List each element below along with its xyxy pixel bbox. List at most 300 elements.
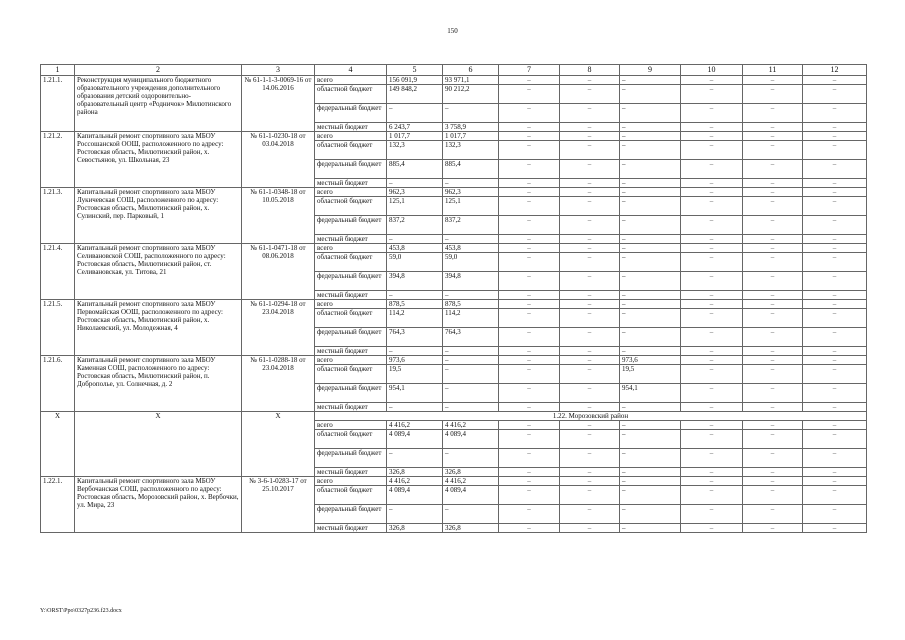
value-year-1: 125,1 [443, 197, 499, 216]
value-total: 394,8 [387, 272, 443, 291]
value-year-4: – [620, 235, 681, 244]
value-empty: – [803, 179, 867, 188]
value-year-4: – [620, 300, 681, 309]
value-total: 453,8 [387, 244, 443, 253]
item-document: № 61-1-0471-18 от 08.06.2018 [242, 244, 315, 300]
value-empty: – [499, 347, 560, 356]
funding-source: местный бюджет [315, 524, 387, 533]
value-year-1: 114,2 [443, 309, 499, 328]
value-empty: – [560, 347, 620, 356]
value-year-1: – [443, 384, 499, 403]
value-empty: – [803, 421, 867, 430]
value-empty: – [499, 384, 560, 403]
column-header: 2 [75, 65, 242, 76]
value-empty: – [681, 216, 743, 235]
value-empty: – [681, 477, 743, 486]
value-empty: – [499, 141, 560, 160]
value-year-4: – [620, 291, 681, 300]
item-name: Капитальный ремонт спортивного зала МБОУ Вербочанская СОШ, расположенного по адресу: Ростовская область, Морозовский район, х. Вербочки, ул. Мира, 23 [75, 477, 242, 533]
item-number: 1.21.6. [41, 356, 75, 412]
section-title: 1.22. Морозовский район [315, 412, 867, 421]
value-empty: – [743, 486, 803, 505]
value-year-4: 954,1 [620, 384, 681, 403]
value-empty: – [743, 197, 803, 216]
value-empty: – [743, 403, 803, 412]
column-header: 11 [743, 65, 803, 76]
value-year-1: 764,3 [443, 328, 499, 347]
value-total: 4 416,2 [387, 477, 443, 486]
value-empty: – [499, 524, 560, 533]
value-year-4: – [620, 430, 681, 449]
value-year-1: 453,8 [443, 244, 499, 253]
value-empty: – [560, 486, 620, 505]
value-year-1: – [443, 505, 499, 524]
value-empty: – [681, 291, 743, 300]
item-number: 1.22.1. [41, 477, 75, 533]
value-year-1: 93 971,1 [443, 76, 499, 85]
value-year-1: 962,3 [443, 188, 499, 197]
column-header: 10 [681, 65, 743, 76]
value-empty: – [499, 132, 560, 141]
value-empty: – [803, 365, 867, 384]
value-empty: – [499, 291, 560, 300]
funding-source: областной бюджет [315, 486, 387, 505]
item-name: Капитальный ремонт спортивного зала МБОУ Каменная СОШ, расположенного по адресу: Ростовская область, Милютинский район, п. Доброполье, ул. Солнечная, д. 2 [75, 356, 242, 412]
item-document: № 3-6-1-0283-17 от 25.10.2017 [242, 477, 315, 533]
value-empty: – [743, 309, 803, 328]
value-year-1: 837,2 [443, 216, 499, 235]
item-document: № 61-1-0348-18 от 10.05.2018 [242, 188, 315, 244]
value-empty: – [743, 449, 803, 468]
item-name: Капитальный ремонт спортивного зала МБОУ Лукичевская СОШ, расположенного по адресу: Ростовская область, Милютинский район, х. Сулинский, пер. Парковый, 1 [75, 188, 242, 244]
value-year-4: – [620, 347, 681, 356]
funding-source: всего [315, 132, 387, 141]
value-empty: – [743, 356, 803, 365]
value-empty: – [743, 272, 803, 291]
value-year-4: – [620, 468, 681, 477]
value-empty: – [743, 468, 803, 477]
table-row [41, 132, 867, 141]
value-year-1: – [443, 104, 499, 123]
item-number: 1.21.5. [41, 300, 75, 356]
funding-source: всего [315, 188, 387, 197]
value-empty: – [803, 235, 867, 244]
value-empty: – [743, 179, 803, 188]
value-empty: – [803, 524, 867, 533]
value-empty: – [681, 486, 743, 505]
value-year-1: 4 416,2 [443, 477, 499, 486]
value-empty: – [803, 253, 867, 272]
value-empty: – [681, 505, 743, 524]
funding-source: местный бюджет [315, 123, 387, 132]
value-empty: – [743, 505, 803, 524]
value-empty: – [681, 449, 743, 468]
funding-source: областной бюджет [315, 85, 387, 104]
funding-source: областной бюджет [315, 253, 387, 272]
funding-source: федеральный бюджет [315, 384, 387, 403]
value-empty: – [560, 291, 620, 300]
value-year-1: – [443, 403, 499, 412]
value-empty: – [681, 179, 743, 188]
value-total: – [387, 347, 443, 356]
value-empty: – [681, 300, 743, 309]
value-empty: – [743, 347, 803, 356]
item-name: Капитальный ремонт спортивного зала МБОУ Первомайская ООШ, расположенного по адресу: Ростовская область, Милютинский район, х. Николаевский, ул. Молодежная, 4 [75, 300, 242, 356]
value-empty: – [560, 197, 620, 216]
value-empty: – [743, 132, 803, 141]
value-empty: – [743, 365, 803, 384]
value-empty: – [560, 216, 620, 235]
value-empty: – [681, 244, 743, 253]
value-year-4: – [620, 486, 681, 505]
funding-source: федеральный бюджет [315, 216, 387, 235]
value-total: 973,6 [387, 356, 443, 365]
value-empty: – [499, 244, 560, 253]
value-empty: – [803, 309, 867, 328]
section-title-row [41, 412, 867, 421]
value-empty: – [560, 449, 620, 468]
value-total: 59,0 [387, 253, 443, 272]
value-empty: – [803, 85, 867, 104]
value-empty: – [499, 430, 560, 449]
funding-source: местный бюджет [315, 403, 387, 412]
value-empty: – [560, 76, 620, 85]
value-empty: – [499, 477, 560, 486]
value-empty: – [681, 468, 743, 477]
value-total: 125,1 [387, 197, 443, 216]
table-row [41, 300, 867, 309]
value-empty: – [743, 188, 803, 197]
value-year-1: 394,8 [443, 272, 499, 291]
value-empty: – [681, 253, 743, 272]
column-header: 1 [41, 65, 75, 76]
value-total: 132,3 [387, 141, 443, 160]
item-document: № 61-1-1-3-0069-16 от 14.06.2016 [242, 76, 315, 132]
value-total: – [387, 505, 443, 524]
value-total: 19,5 [387, 365, 443, 384]
value-year-4: – [620, 179, 681, 188]
funding-source: всего [315, 477, 387, 486]
value-total: 962,3 [387, 188, 443, 197]
value-year-4: – [620, 141, 681, 160]
value-year-4: – [620, 85, 681, 104]
header-row [41, 65, 867, 76]
value-year-1: – [443, 347, 499, 356]
column-header: 5 [387, 65, 443, 76]
value-year-4: – [620, 76, 681, 85]
item-number: 1.21.2. [41, 132, 75, 188]
value-empty: – [681, 272, 743, 291]
value-empty: – [803, 197, 867, 216]
funding-source: всего [315, 244, 387, 253]
funding-source: федеральный бюджет [315, 160, 387, 179]
value-empty: – [560, 365, 620, 384]
value-empty: – [560, 85, 620, 104]
value-year-1: 4 089,4 [443, 430, 499, 449]
value-empty: – [499, 160, 560, 179]
funding-source: областной бюджет [315, 309, 387, 328]
value-empty: – [681, 524, 743, 533]
value-empty: – [803, 272, 867, 291]
value-empty: – [803, 430, 867, 449]
value-empty: – [803, 468, 867, 477]
x-mark: Х [75, 412, 242, 477]
value-empty: – [743, 524, 803, 533]
value-empty: – [560, 430, 620, 449]
value-empty: – [560, 384, 620, 403]
value-total: 1 017,7 [387, 132, 443, 141]
column-header: 4 [315, 65, 387, 76]
value-empty: – [681, 365, 743, 384]
value-empty: – [681, 123, 743, 132]
value-total: – [387, 104, 443, 123]
value-year-4: – [620, 132, 681, 141]
value-empty: – [560, 123, 620, 132]
item-number: 1.21.1. [41, 76, 75, 132]
column-header: 12 [803, 65, 867, 76]
value-empty: – [803, 477, 867, 486]
funding-source: всего [315, 300, 387, 309]
value-empty: – [803, 132, 867, 141]
value-year-4: – [620, 216, 681, 235]
value-year-4: – [620, 505, 681, 524]
value-empty: – [803, 188, 867, 197]
item-name: Реконструкция муниципального бюджетного образовательного учреждения дополнительного образования детский оздоровительно-образовательный центр «Родничок» Милютинского района [75, 76, 242, 132]
value-year-4: – [620, 123, 681, 132]
value-empty: – [499, 309, 560, 328]
value-empty: – [743, 384, 803, 403]
value-total: 4 089,4 [387, 430, 443, 449]
value-year-1: 3 758,9 [443, 123, 499, 132]
value-year-1: 326,8 [443, 524, 499, 533]
funding-source: федеральный бюджет [315, 104, 387, 123]
item-document: № 61-1-0288-18 от 23.04.2018 [242, 356, 315, 412]
value-empty: – [743, 123, 803, 132]
funding-source: федеральный бюджет [315, 328, 387, 347]
value-empty: – [499, 76, 560, 85]
value-empty: – [743, 216, 803, 235]
value-empty: – [681, 421, 743, 430]
value-total: – [387, 449, 443, 468]
value-empty: – [560, 141, 620, 160]
item-name: Капитальный ремонт спортивного зала МБОУ Селивановской СОШ, расположенного по адресу: Ростовская область, Милютинский район, ст. Селивановская, ул. Титова, 21 [75, 244, 242, 300]
value-empty: – [560, 421, 620, 430]
value-year-4: – [620, 328, 681, 347]
value-year-1: – [443, 179, 499, 188]
value-empty: – [681, 197, 743, 216]
item-number: 1.21.3. [41, 188, 75, 244]
value-empty: – [803, 244, 867, 253]
funding-source: местный бюджет [315, 235, 387, 244]
value-empty: – [803, 505, 867, 524]
value-total: 326,8 [387, 468, 443, 477]
value-empty: – [499, 468, 560, 477]
value-year-4: – [620, 197, 681, 216]
value-year-1: – [443, 291, 499, 300]
value-empty: – [560, 188, 620, 197]
value-year-4: – [620, 244, 681, 253]
value-year-4: – [620, 188, 681, 197]
value-empty: – [743, 477, 803, 486]
value-empty: – [499, 188, 560, 197]
value-year-4: – [620, 160, 681, 179]
value-year-4: – [620, 421, 681, 430]
value-empty: – [499, 505, 560, 524]
value-empty: – [743, 244, 803, 253]
value-empty: – [681, 328, 743, 347]
value-empty: – [499, 421, 560, 430]
value-empty: – [499, 123, 560, 132]
value-empty: – [803, 486, 867, 505]
value-empty: – [499, 486, 560, 505]
value-empty: – [560, 505, 620, 524]
value-total: 885,4 [387, 160, 443, 179]
value-year-4: – [620, 477, 681, 486]
value-empty: – [681, 85, 743, 104]
value-total: 156 091,9 [387, 76, 443, 85]
value-year-1: 4 416,2 [443, 421, 499, 430]
value-empty: – [803, 300, 867, 309]
value-empty: – [560, 328, 620, 347]
value-empty: – [560, 309, 620, 328]
value-year-4: – [620, 253, 681, 272]
funding-source: областной бюджет [315, 365, 387, 384]
value-year-1: – [443, 356, 499, 365]
value-total: – [387, 291, 443, 300]
value-empty: – [743, 253, 803, 272]
value-empty: – [499, 104, 560, 123]
budget-table [40, 64, 867, 533]
value-total: 4 416,2 [387, 421, 443, 430]
value-empty: – [803, 123, 867, 132]
value-empty: – [803, 141, 867, 160]
value-empty: – [803, 328, 867, 347]
value-empty: – [499, 216, 560, 235]
value-total: 954,1 [387, 384, 443, 403]
column-header: 7 [499, 65, 560, 76]
funding-source: областной бюджет [315, 141, 387, 160]
value-year-4: – [620, 104, 681, 123]
value-empty: – [499, 356, 560, 365]
value-empty: – [743, 141, 803, 160]
value-total: 326,8 [387, 524, 443, 533]
page-number: 150 [447, 27, 458, 35]
value-empty: – [681, 188, 743, 197]
value-year-1: 878,5 [443, 300, 499, 309]
value-total: 6 243,7 [387, 123, 443, 132]
value-empty: – [681, 356, 743, 365]
value-total: 4 089,4 [387, 486, 443, 505]
funding-source: всего [315, 356, 387, 365]
value-empty: – [499, 85, 560, 104]
funding-source: федеральный бюджет [315, 505, 387, 524]
value-empty: – [499, 272, 560, 291]
value-empty: – [743, 235, 803, 244]
value-empty: – [681, 347, 743, 356]
value-empty: – [681, 384, 743, 403]
value-empty: – [803, 449, 867, 468]
value-empty: – [499, 403, 560, 412]
x-mark: Х [242, 412, 315, 477]
value-year-4: – [620, 449, 681, 468]
value-year-1: 1 017,7 [443, 132, 499, 141]
value-year-1: 326,8 [443, 468, 499, 477]
value-empty: – [743, 328, 803, 347]
value-empty: – [499, 328, 560, 347]
value-empty: – [560, 300, 620, 309]
value-year-1: – [443, 235, 499, 244]
value-empty: – [560, 244, 620, 253]
value-empty: – [803, 104, 867, 123]
value-empty: – [743, 291, 803, 300]
value-year-4: – [620, 309, 681, 328]
value-empty: – [681, 160, 743, 179]
value-empty: – [499, 300, 560, 309]
column-header: 8 [560, 65, 620, 76]
value-empty: – [560, 524, 620, 533]
value-empty: – [803, 384, 867, 403]
value-empty: – [743, 421, 803, 430]
item-document: № 61-1-0294-18 от 23.04.2018 [242, 300, 315, 356]
table-row [41, 188, 867, 197]
value-empty: – [681, 430, 743, 449]
value-empty: – [560, 403, 620, 412]
value-total: – [387, 179, 443, 188]
funding-source: местный бюджет [315, 347, 387, 356]
value-total: – [387, 403, 443, 412]
x-mark: Х [41, 412, 75, 477]
value-empty: – [803, 356, 867, 365]
value-empty: – [743, 160, 803, 179]
funding-source: областной бюджет [315, 430, 387, 449]
value-total: 878,5 [387, 300, 443, 309]
value-empty: – [681, 309, 743, 328]
footer-path: Y:\ORST\Ppo\0327p236.f23.docx [40, 608, 122, 614]
value-empty: – [560, 356, 620, 365]
value-empty: – [560, 468, 620, 477]
value-year-1: – [443, 365, 499, 384]
value-empty: – [681, 76, 743, 85]
column-header: 9 [620, 65, 681, 76]
value-empty: – [560, 132, 620, 141]
value-empty: – [560, 179, 620, 188]
column-header: 6 [443, 65, 499, 76]
value-year-1: 90 212,2 [443, 85, 499, 104]
item-number: 1.21.4. [41, 244, 75, 300]
value-empty: – [681, 141, 743, 160]
funding-source: всего [315, 76, 387, 85]
value-empty: – [499, 179, 560, 188]
table-row [41, 356, 867, 365]
funding-source: областной бюджет [315, 197, 387, 216]
value-empty: – [681, 403, 743, 412]
value-total: – [387, 235, 443, 244]
value-total: 837,2 [387, 216, 443, 235]
value-year-4: – [620, 524, 681, 533]
value-year-4: 973,6 [620, 356, 681, 365]
value-year-1: – [443, 449, 499, 468]
value-empty: – [743, 104, 803, 123]
value-empty: – [743, 85, 803, 104]
table-row [41, 244, 867, 253]
value-empty: – [743, 76, 803, 85]
value-empty: – [681, 235, 743, 244]
value-year-4: – [620, 272, 681, 291]
value-year-1: 885,4 [443, 160, 499, 179]
item-document: № 61-1-0230-18 от 03.04.2018 [242, 132, 315, 188]
value-empty: – [560, 253, 620, 272]
value-empty: – [560, 104, 620, 123]
